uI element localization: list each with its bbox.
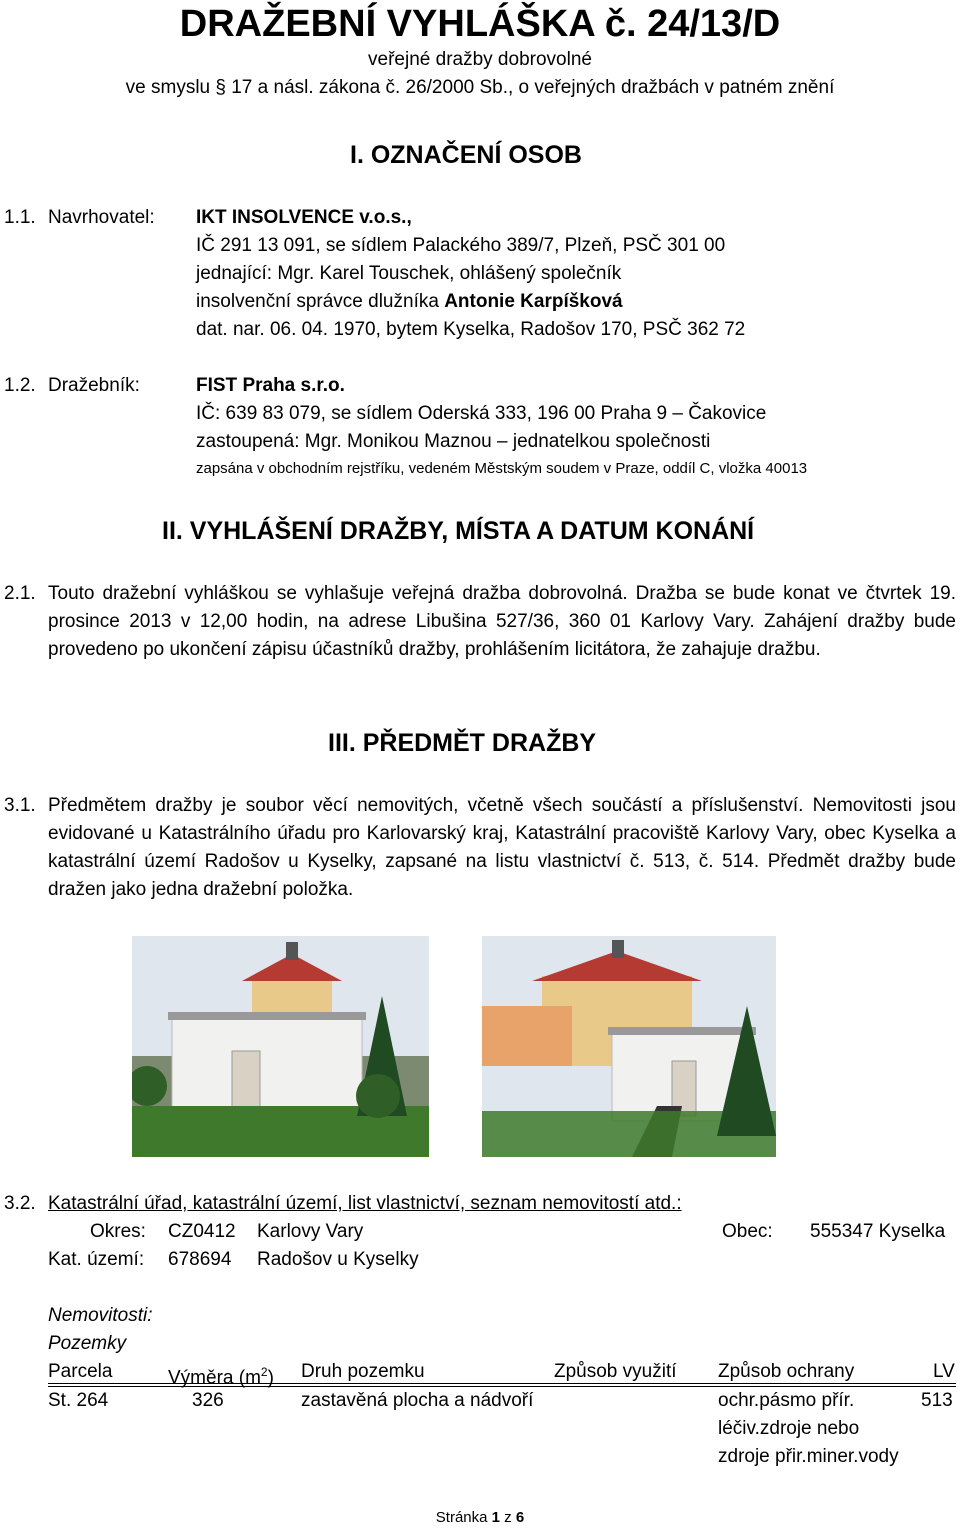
footer-prefix: Stránka [435,1509,492,1526]
row-ochrana-line-1: ochr.pásmo přír. [718,1390,855,1411]
auction-announcement-text: Touto dražební vyhláškou se vyhlašuje veřejná dražba dobrovolná. Dražba se bude konat ve čtvrtek 19. prosince 2013 v 12,00 hodin, na adrese Libušina 527/36, 360 01 Karlovy Vary. Zahájení dražby bude provedeno po ukončení zápisu účastníků dražby, prohlášením licitátora, že zahajuje dražbu. [48,583,956,660]
debtor-intro: insolvenční správce dlužníka [196,291,445,312]
drazebnik-ic-address: IČ: 639 83 079, se sídlem Oderská 333, 196 00 Praha 9 – Čakovice [196,403,767,424]
section-1-heading: I. OZNAČENÍ OSOB [350,141,582,169]
col-header-vymera-sup: 2 [260,1365,268,1379]
property-photo-2 [482,936,776,1157]
navrhovatel-ic-address: IČ 291 13 091, se sídlem Palackého 389/7, Plzeň, PSČ 301 00 [196,235,726,256]
row-ochrana-line-2: léčiv.zdroje nebo [718,1418,860,1439]
okres-code: CZ0412 [168,1221,236,1242]
property-photo-2-illustration [482,936,776,1157]
drazebnik-label: Dražebník: [48,375,140,396]
property-photo-1 [132,936,429,1157]
item-3-1-number: 3.1. [4,795,36,816]
navrhovatel-representative: jednající: Mgr. Karel Touschek, ohlášený společník [196,263,622,284]
col-header-ochrana: Způsob ochrany [718,1361,855,1382]
debtor-name: Antonie Karpíšková [444,291,623,312]
navrhovatel-label: Navrhovatel: [48,207,155,228]
col-header-vymera-close: ) [267,1367,274,1389]
page-footer [0,1508,960,1528]
obec-label: Obec: [722,1221,773,1242]
col-header-vyuziti: Způsob využití [554,1361,677,1382]
item-1-2-number: 1.2. [4,375,36,396]
nemovitosti-label: Nemovitosti: [48,1305,153,1326]
property-photo-1-illustration [132,936,429,1157]
document-legal-basis: ve smyslu § 17 a násl. zákona č. 26/2000 Sb., o veřejných dražbách v patném znění [125,77,835,98]
navrhovatel-name: IKT INSOLVENCE v.o.s., [196,207,412,228]
col-header-vymera-text: Výměra (m [168,1367,261,1389]
kat-uzemi-name: Radošov u Kyselky [257,1249,419,1270]
row-ochrana-line-3: zdroje přir.miner.vody [718,1446,899,1467]
kat-uzemi-label: Kat. území: [48,1249,145,1270]
okres-label: Okres: [90,1221,146,1242]
row-parcela: St. 264 [48,1390,109,1411]
pozemky-label: Pozemky [48,1333,127,1354]
section-3-heading: III. PŘEDMĚT DRAŽBY [328,729,597,757]
footer-total-pages: 6 [515,1509,525,1526]
obec-value: 555347 Kyselka [810,1221,946,1242]
item-2-1-number: 2.1. [4,583,36,604]
document-title: DRAŽEBNÍ VYHLÁŠKA č. 24/13/D [179,3,781,45]
col-header-druh: Druh pozemku [301,1361,425,1382]
okres-name: Karlovy Vary [257,1221,364,1242]
drazebnik-registry: zapsána v obchodním rejstříku, vedeném Městským soudem v Praze, oddíl C, vložka 40013 [196,460,808,477]
cadastre-heading: Katastrální úřad, katastrální území, list vlastnictví, seznam nemovitostí atd.: [48,1193,682,1214]
row-vymera: 326 [192,1390,224,1411]
debtor-birth-address: dat. nar. 06. 04. 1970, bytem Kyselka, Radošov 170, PSČ 362 72 [196,319,746,340]
item-1-1-number: 1.1. [4,207,36,228]
col-header-parcela: Parcela [48,1361,113,1382]
footer-page-number: 1 [491,1509,501,1526]
navrhovatel-debtor-line [196,288,623,316]
row-lv: 513 [921,1390,953,1411]
col-header-lv: LV [933,1361,955,1382]
item-3-2-number: 3.2. [4,1193,36,1214]
drazebnik-name: FIST Praha s.r.o. [196,375,345,396]
row-druh: zastavěná plocha a nádvoří [301,1390,534,1411]
document-subtitle: veřejné dražby dobrovolné [368,49,592,70]
auction-subject-text: Předmětem dražby je soubor věcí nemovitých, včetně všech součástí a příslušenství. Nemovitosti jsou evidované u Katastrálního úřadu pro Karlovarský kraj, Katastrální pracoviště Karlovy Vary, obec Kyselka a katastrální území Radošov u Kyselky, zapsané na listu vlastnictví č. 513, č. 514. Předmět dražby bude dražen jako jedna dražební položka. [48,795,956,900]
drazebnik-representative: zastoupená: Mgr. Monikou Maznou – jednatelkou společnosti [196,431,711,452]
table-header-rule-1 [48,1383,956,1384]
kat-uzemi-code: 678694 [168,1249,232,1270]
section-2-heading: II. VYHLÁŠENÍ DRAŽBY, MÍSTA A DATUM KONÁNÍ [162,517,755,545]
footer-of: z [500,1509,516,1526]
